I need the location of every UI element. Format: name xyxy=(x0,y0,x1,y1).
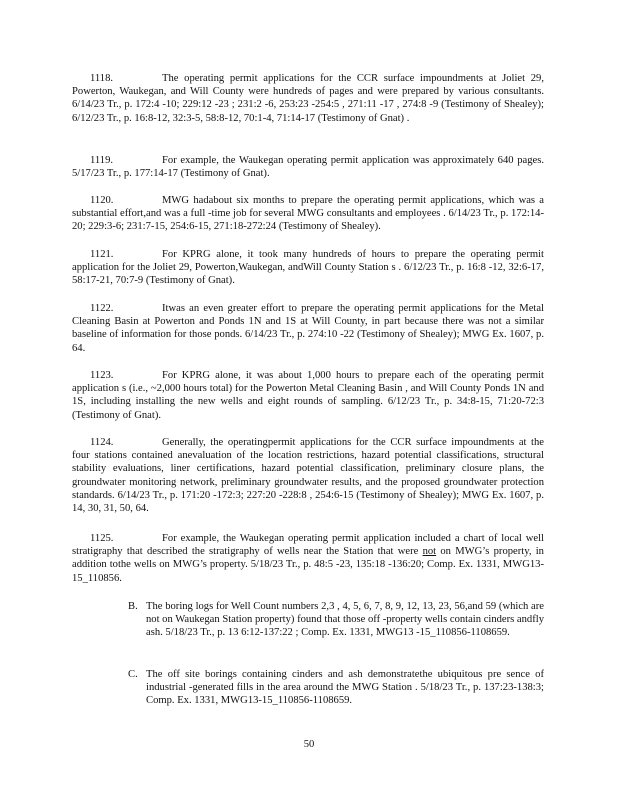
paragraph-number: 1122. xyxy=(90,303,114,314)
paragraph-text: Itwas an even greater effort to prepare the operating permit applications for the Metal Cleaning Basin at Powerton and Ponds 1N and 1S at Will County, in part because there was not a similar baseline of information for those ponds. 6/14/23 Tr., p. 274:10 -22 (Testimony of Shealey); MWG Ex. 1607, p. 64. xyxy=(72,303,544,354)
paragraph-1122 xyxy=(72,302,544,355)
paragraph-1119 xyxy=(72,154,544,180)
paragraph-number: 1118. xyxy=(90,73,114,84)
subitem-letter: C. xyxy=(128,669,138,680)
paragraph-1118 xyxy=(72,72,544,125)
paragraph-number: 1124. xyxy=(90,437,114,448)
paragraph-text: For example, the Waukegan operating permit application included a chart of local well stratigraphy that described the stratigraphy of wells near the Station that were xyxy=(72,533,544,558)
paragraph-1124 xyxy=(72,436,544,515)
paragraph-1125 xyxy=(72,532,544,585)
subitem-text: The off site borings containing cinders and ash demonstratethe ubiquitous pre sence of industrial -generated fills in the area around the MWG Station . 5/18/23 Tr., p. 137:23-138:3; Comp. Ex. 1331, MWG13-15_110856-1108659. xyxy=(146,669,544,707)
page-number: 50 xyxy=(303,739,315,750)
subitem-b xyxy=(128,600,544,640)
paragraph-text: The operating permit applications for the CCR surface impoundments at Joliet 29, Powerton, Waukegan, and Will County were hundreds of pages and were prepared by various consultants. 6/14/23 Tr., p. 172:4 -10; 229:12 -23 ; 231:2 -6, 253:23 -254:5 , 271:11 -17 , 274:8 -9 (Testimony of Shealey); 6/12/23 Tr., p. 16:8-12, 32:3-5, 58:8-12, 70:1-4, 71:14-17 (Testimony of Gnat) . xyxy=(72,73,544,124)
paragraph-text: Generally, the operatingpermit applications for the CCR surface impoundments at the four stations contained anevaluation of the location restrictions, hazard potential classifications, structural stability evaluations, liner certifications, hazard potential classification, preliminary closure plans, the groundwater monitoring network, preliminary groundwater results, and the proposed groundwater protection standards. 6/14/23 Tr., p. 171:20 -172:3; 227:20 -228:8 , 254:6-15 (Testimony of Shealey); MWG Ex. 1607, p. 14, 30, 31, 50, 64. xyxy=(72,437,544,515)
paragraph-number: 1120. xyxy=(90,195,114,206)
paragraph-text: MWG hadabout six months to prepare the operating permit applications, which was a substantial effort,and was a full -time job for several MWG consultants and employees . 6/14/23 Tr., p. 172:14-20; 229:3-6; 231:7-15, 254:6-15, 271:18-272:24 (Testimony of Shealey). xyxy=(72,195,544,233)
paragraph-number: 1119. xyxy=(90,155,114,166)
paragraph-text: For KPRG alone, it took many hundreds of hours to prepare the operating permit application for the Joliet 29, Powerton,Waukegan, andWill County Station s . 6/12/23 Tr., p. 16:8 -12, 32:6-17, 58:17-21, 70:7-9 (Testimony of Gnat). xyxy=(72,249,544,287)
paragraph-number: 1125. xyxy=(90,533,114,544)
subitem-c xyxy=(128,668,544,708)
paragraph-number: 1121. xyxy=(90,249,114,260)
underlined-word: not xyxy=(422,546,437,558)
paragraph-1123 xyxy=(72,369,544,422)
paragraph-text: For KPRG alone, it was about 1,000 hours to prepare each of the operating permit application s (i.e., ~2,000 hours total) for the Powerton Metal Cleaning Basin , and Will County Ponds 1N and 1S, including installing the new wells and eight rounds of sampling. 6/12/23 Tr., p. 34:8-15, 71:20-72:3 (Testimony of Gnat). xyxy=(72,370,544,421)
subitem-text: The boring logs for Well Count numbers 2,3 , 4, 5, 6, 7, 8, 9, 12, 13, 23, 56,and 59 (which are not on Waukegan Station property) found that those off -property wells contain cinders andfly ash. 5/18/23 Tr., p. 13 6:12-137:22 ; Comp. Ex. 1331, MWG13 -15_110856-1108659. xyxy=(146,601,544,639)
paragraph-number: 1123. xyxy=(90,370,114,381)
paragraph-text: For example, the Waukegan operating permit application was approximately 640 pages. 5/17/23 Tr., p. 177:14-17 (Testimony of Gnat). xyxy=(72,155,544,180)
paragraph-1120 xyxy=(72,194,544,234)
paragraph-text-continued: on MWG’s property, in addition tothe wells on MWG’s property. 5/18/23 Tr., p. 48:5 -23, 135:18 -136:20; Comp. Ex. 1331, MWG13-15_110856. xyxy=(72,546,544,584)
subitem-letter: B. xyxy=(128,601,138,612)
paragraph-1121 xyxy=(72,248,544,288)
